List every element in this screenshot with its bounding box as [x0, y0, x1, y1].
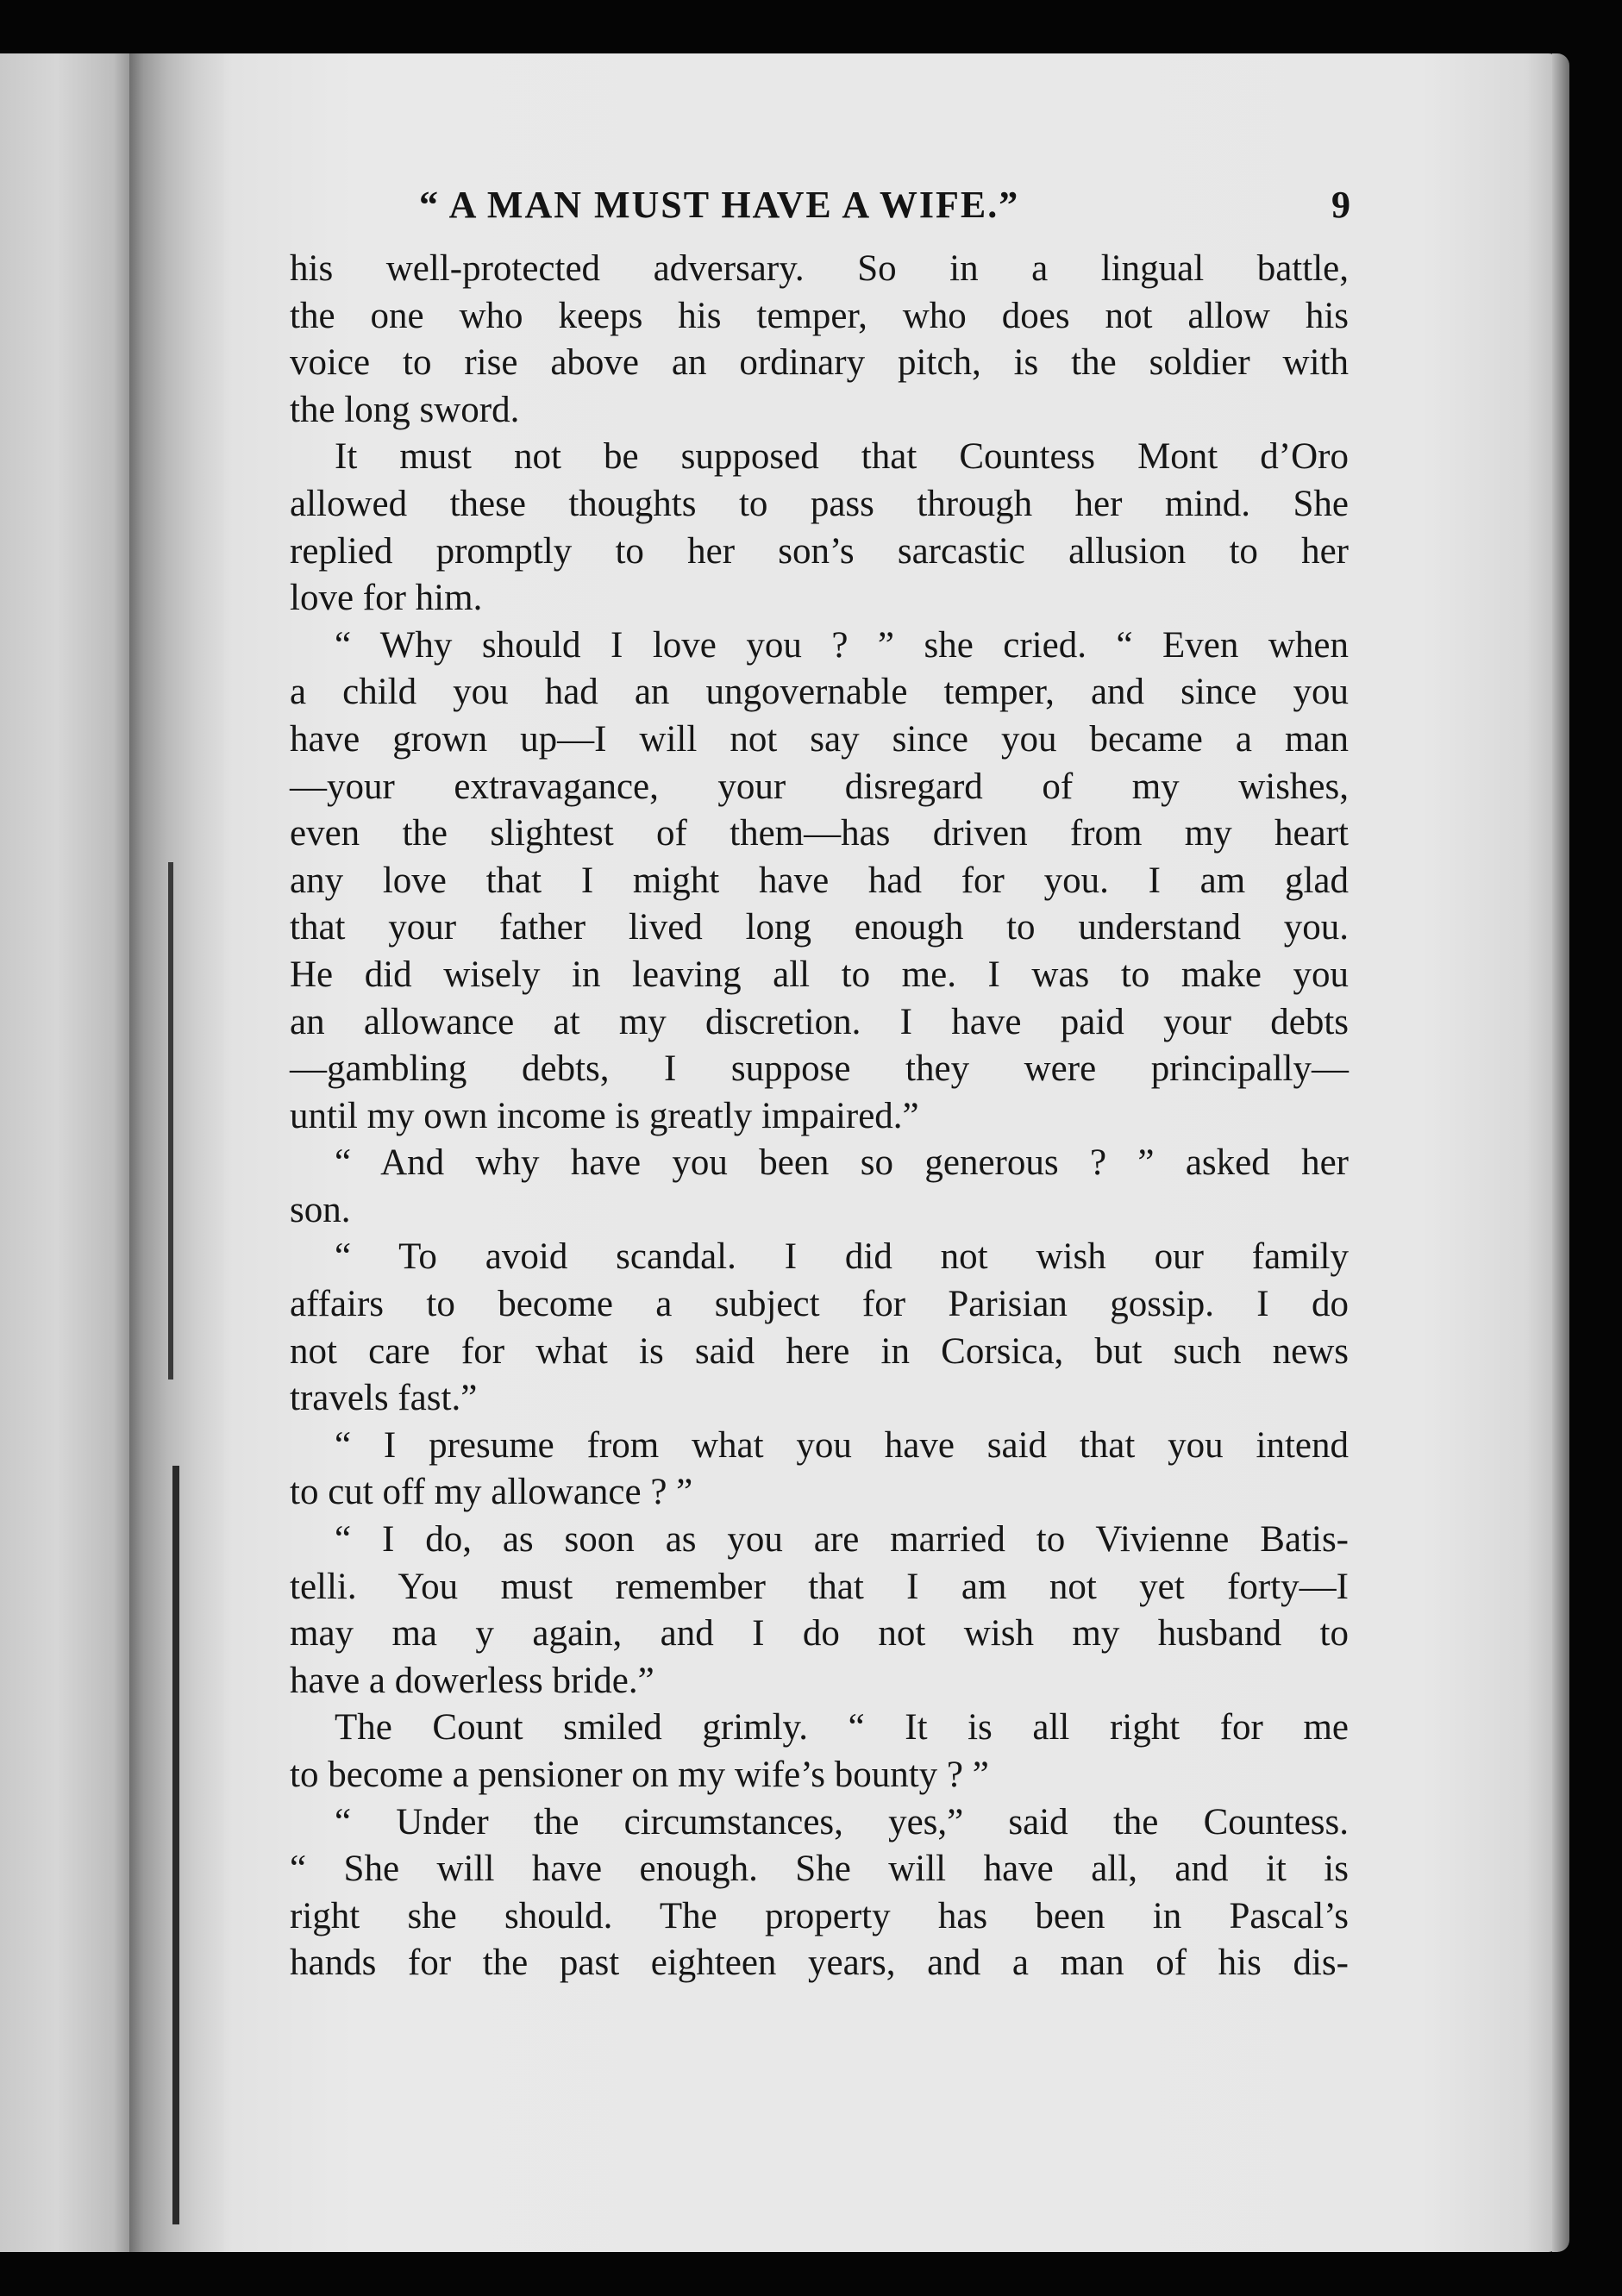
text-line: the one who keeps his temper, who does not allow his	[290, 295, 1349, 336]
text-line: replied promptly to her son’s sarcastic allusion to her	[290, 530, 1349, 572]
facing-page-edge	[0, 53, 142, 2252]
text-line: may ma y again, and I do not wish my husband to	[290, 1613, 1349, 1655]
text-line: “ To avoid scandal. I did not wish our family	[335, 1236, 1349, 1278]
text-line: any love that I might have had for you. I am glad	[290, 860, 1349, 901]
running-title: “ A MAN MUST HAVE A WIFE.”	[419, 184, 1020, 226]
text-line: love for him.	[290, 578, 483, 619]
text-line: to become a pensioner on my wife’s bounty ? ”	[290, 1755, 989, 1795]
spine-shadow-lower	[172, 1466, 179, 2224]
text-line: the long sword.	[290, 389, 520, 430]
spine-shadow	[168, 862, 173, 1379]
text-line: travels fast.”	[290, 1378, 478, 1419]
page-number: 9	[1331, 184, 1352, 226]
text-line: affairs to become a subject for Parisian gossip. I do	[290, 1284, 1349, 1325]
body-text	[290, 246, 1349, 1987]
text-line: “ She will have enough. She will have all, and it is	[290, 1849, 1349, 1890]
text-line: —your extravagance, your disregard of my wishes,	[290, 766, 1349, 807]
text-line: a child you had an ungovernable temper, and since you	[290, 672, 1349, 713]
text-line: “ I presume from what you have said that you intend	[335, 1424, 1349, 1466]
text-line: his well-protected adversary. So in a lingual battle,	[290, 248, 1349, 289]
text-line: until my own income is greatly impaired.”	[290, 1095, 919, 1136]
text-line: right she should. The property has been in Pascal’s	[290, 1895, 1349, 1936]
text-line: —gambling debts, I suppose they were principally—	[290, 1048, 1349, 1090]
text-line: He did wisely in leaving all to me. I was to make you	[290, 954, 1349, 995]
text-line: hands for the past eighteen years, and a man of his dis-	[290, 1943, 1349, 1984]
text-line: have grown up—I will not say since you became a man	[290, 718, 1349, 760]
text-line: that your father lived long enough to understand you.	[290, 907, 1349, 948]
text-line: son.	[290, 1189, 351, 1230]
text-line: It must not be supposed that Countess Mont d’Oro	[335, 436, 1349, 478]
text-line: “ Under the circumstances, yes,” said the Countess.	[335, 1801, 1349, 1842]
running-header	[290, 183, 1350, 235]
page-right-edge	[1552, 53, 1569, 2252]
text-line: an allowance at my discretion. I have paid your debts	[290, 1001, 1349, 1042]
text-line: “ And why have you been so generous ? ” asked her	[335, 1142, 1349, 1184]
text-line: have a dowerless bride.”	[290, 1660, 654, 1701]
text-line: “ Why should I love you ? ” she cried. “ Even when	[335, 624, 1349, 666]
text-line: even the slightest of them—has driven from my heart	[290, 813, 1349, 854]
text-line: The Count smiled grimly. “ It is all right for me	[335, 1707, 1349, 1749]
text-line: voice to rise above an ordinary pitch, is the soldier with	[290, 342, 1349, 384]
text-line: not care for what is said here in Corsica, but such news	[290, 1330, 1349, 1372]
text-line: allowed these thoughts to pass through her mind. She	[290, 483, 1349, 524]
text-line: “ I do, as soon as you are married to Vivienne Batis-	[335, 1519, 1349, 1561]
text-line: to cut off my allowance ? ”	[290, 1472, 693, 1513]
text-line: telli. You must remember that I am not yet forty—I	[290, 1566, 1349, 1607]
